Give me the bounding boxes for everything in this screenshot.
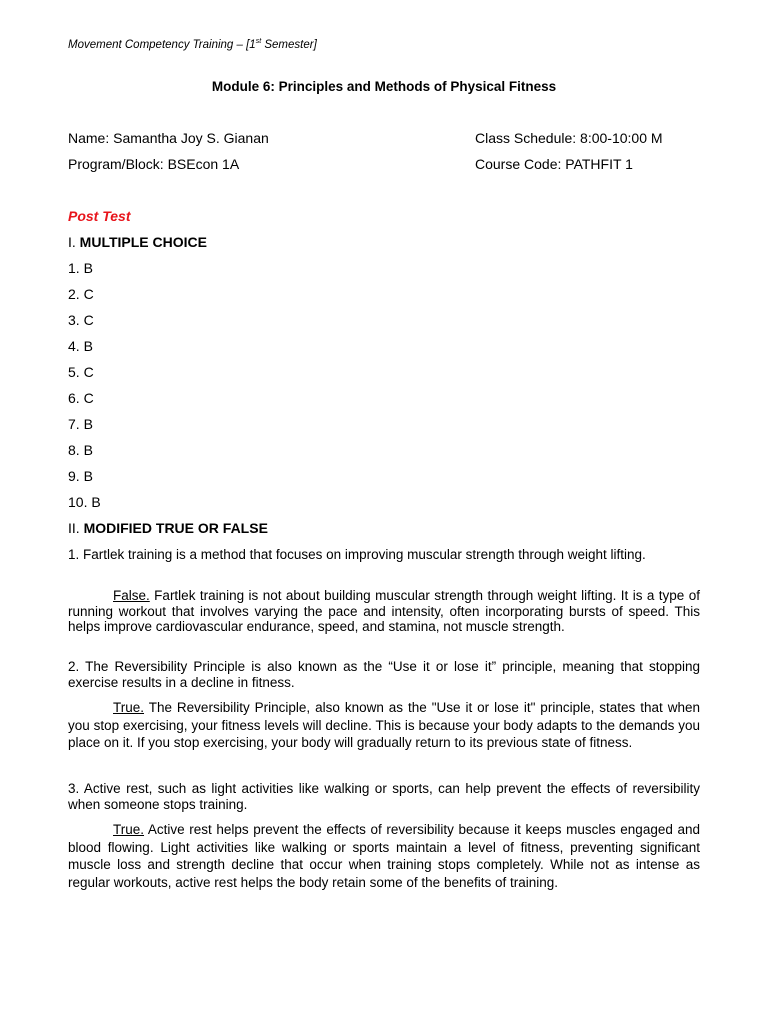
answer-3	[68, 821, 700, 891]
answer-item: 8. B	[68, 442, 93, 458]
verdict-2: True.	[113, 700, 145, 715]
verdict-3: True.	[113, 822, 145, 837]
question-3: 3. Active rest, such as light activities like walking or sports, can help prevent the effects of reversibility when someone stops training.	[68, 781, 700, 812]
answer-item: 10. B	[68, 494, 101, 510]
header-superscript: st	[255, 38, 262, 45]
question-1: 1. Fartlek training is a method that focuses on improving muscular strength through weight lifting.	[68, 547, 646, 562]
section-multiple-choice	[68, 234, 207, 250]
program-block: Program/Block: BSEcon 1A	[68, 156, 240, 172]
explanation-3: Active rest helps prevent the effects of reversibility because it keeps muscles engaged and blood flowing. Light activities like walking or sports maintain a level of fitness, preventing significant muscle loss and strength decline that occur when training stops completely. While not as intense as regular workouts, active rest helps the body retain some of the benefits of training.	[68, 822, 700, 890]
verdict-1: False.	[113, 588, 150, 603]
answer-2	[68, 699, 700, 752]
question-2: 2. The Reversibility Principle is also known as the “Use it or lose it” principle, meaning that stopping exercise results in a decline in fitness.	[68, 659, 700, 690]
answer-1	[68, 588, 700, 635]
answer-item: 5. C	[68, 364, 94, 380]
answer-item: 1. B	[68, 260, 93, 276]
explanation-1: Fartlek training is not about building muscular strength through weight lifting. It is a type of running workout that involves varying the pace and intensity, often incorporating bursts of speed. This helps improve cardiovascular endurance, speed, and stamina, not muscle strength.	[68, 588, 700, 634]
answer-item: 6. C	[68, 390, 94, 406]
answer-item: 4. B	[68, 338, 93, 354]
course-code: Course Code: PATHFIT 1	[475, 156, 633, 172]
answer-item: 2. C	[68, 286, 94, 302]
answer-item: 9. B	[68, 468, 93, 484]
answer-item: 7. B	[68, 416, 93, 432]
section-title: MODIFIED TRUE OR FALSE	[83, 520, 268, 536]
student-name: Name: Samantha Joy S. Gianan	[68, 130, 269, 146]
section-numeral: I.	[68, 234, 80, 250]
header-text-end: Semester]	[261, 38, 317, 51]
post-test-heading: Post Test	[68, 208, 131, 224]
section-numeral: II.	[68, 520, 84, 536]
explanation-2: The Reversibility Principle, also known as the "Use it or lose it" principle, states that when you stop exercising, your fitness levels will decline. This is because your body adapts to the demands you place on it. If you stop exercising, your body will gradually return to its previous state of fitness.	[68, 700, 700, 750]
answer-item: 3. C	[68, 312, 94, 328]
class-schedule: Class Schedule: 8:00-10:00 M	[475, 130, 663, 146]
section-title: MULTIPLE CHOICE	[79, 234, 207, 250]
module-title: Module 6: Principles and Methods of Physical Fitness	[211, 79, 557, 94]
section-true-false	[68, 520, 268, 536]
page-header	[68, 38, 317, 51]
header-text: Movement Competency Training – [1	[68, 38, 256, 51]
